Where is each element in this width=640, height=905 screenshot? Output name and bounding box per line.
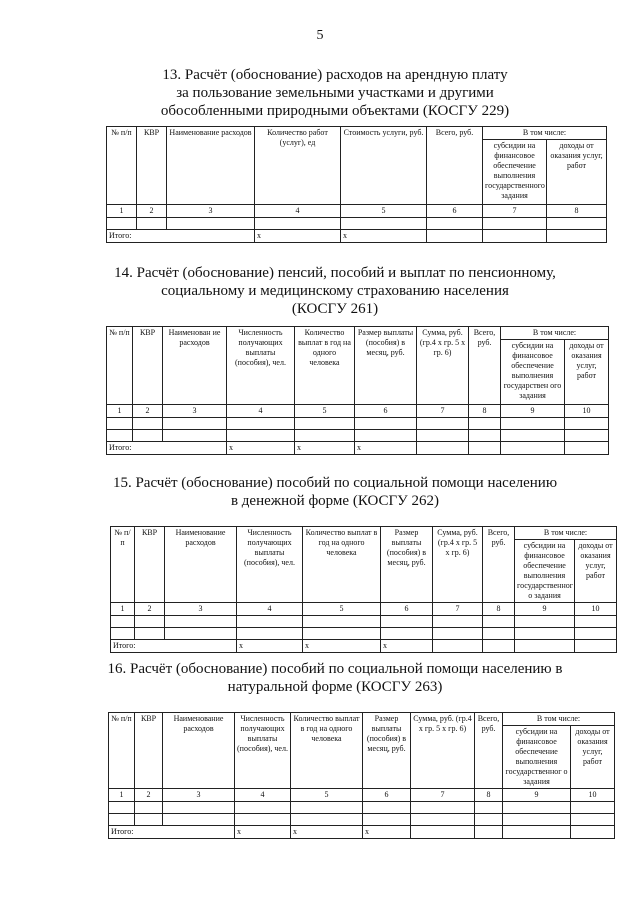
table-cell xyxy=(475,814,503,826)
col-number: 3 xyxy=(163,789,235,802)
header-count: Численность получающих выплаты (пособия), чел. xyxy=(235,713,291,789)
title-line: 16. Расчёт (обоснование) пособий по социальной помощи населению в xyxy=(107,661,563,677)
table-cell xyxy=(137,218,167,230)
table-cell xyxy=(295,430,355,442)
header-total: Всего, руб. xyxy=(483,527,515,603)
x-mark: x xyxy=(341,230,427,243)
table-cell xyxy=(381,616,433,628)
header-per-year: Количество выплат в год на одного человека xyxy=(303,527,381,603)
header-incl: В том числе: xyxy=(501,327,609,340)
col-number: 7 xyxy=(433,603,483,616)
table-cell xyxy=(411,826,475,839)
table-cell xyxy=(417,430,469,442)
table-cell xyxy=(503,814,571,826)
table-cell xyxy=(469,442,501,455)
x-mark: x xyxy=(237,640,303,653)
x-mark: x xyxy=(303,640,381,653)
col-number: 9 xyxy=(515,603,575,616)
table-cell xyxy=(107,418,133,430)
col-number: 2 xyxy=(137,205,167,218)
table-cell xyxy=(427,230,483,243)
table-cell xyxy=(433,640,483,653)
col-number: 4 xyxy=(237,603,303,616)
header-income: доходы от оказания услуг, работ xyxy=(565,340,609,405)
table-cell xyxy=(503,826,571,839)
col-number: 6 xyxy=(363,789,411,802)
table-cell xyxy=(483,628,515,640)
header-incl: В том числе: xyxy=(503,713,615,726)
col-number: 6 xyxy=(355,405,417,418)
col-number: 10 xyxy=(571,789,615,802)
col-number: 9 xyxy=(501,405,565,418)
header-name: Наименование расходов xyxy=(167,127,255,205)
table-cell xyxy=(235,802,291,814)
header-incl: В том числе: xyxy=(515,527,617,540)
table-cell xyxy=(575,640,617,653)
col-number: 1 xyxy=(111,603,135,616)
table-cell xyxy=(237,616,303,628)
table-cell xyxy=(135,616,165,628)
table-cell xyxy=(501,430,565,442)
col-number: 5 xyxy=(295,405,355,418)
header-sum: Сумма, руб. (гр.4 x гр. 5 x гр. 6) xyxy=(433,527,483,603)
col-number: 8 xyxy=(547,205,607,218)
table-cell xyxy=(163,430,227,442)
col-number: 8 xyxy=(469,405,501,418)
table-cell xyxy=(571,826,615,839)
table-cell xyxy=(469,418,501,430)
header-count: Численность получающих выплаты (пособия), чел. xyxy=(227,327,295,405)
header-subsidy: субсидии на финансовое обеспечение выполнения государственного задания xyxy=(483,140,547,205)
header-amount: Размер выплаты (пособия) в месяц, руб. xyxy=(381,527,433,603)
table-cell xyxy=(417,442,469,455)
col-number: 6 xyxy=(427,205,483,218)
col-number: 7 xyxy=(411,789,475,802)
col-number: 3 xyxy=(165,603,237,616)
header-income: доходы от оказания услуг, работ xyxy=(547,140,607,205)
col-number: 7 xyxy=(417,405,469,418)
col-number: 3 xyxy=(163,405,227,418)
total-label: Итого: xyxy=(111,640,237,653)
total-label: Итого: xyxy=(109,826,235,839)
header-incl: В том числе: xyxy=(483,127,607,140)
table-cell xyxy=(501,442,565,455)
table-cell xyxy=(515,616,575,628)
table-cell xyxy=(135,628,165,640)
header-per-year: Количество выплат в год на одного человека xyxy=(291,713,363,789)
table-cell xyxy=(565,442,609,455)
table-cell xyxy=(411,814,475,826)
table-cell xyxy=(227,430,295,442)
table-cell xyxy=(295,418,355,430)
header-cost: Стоимость услуги, руб. xyxy=(341,127,427,205)
table-cell xyxy=(515,640,575,653)
table-cell xyxy=(107,430,133,442)
page-number: 5 xyxy=(316,28,324,43)
table-cell xyxy=(475,826,503,839)
table-cell xyxy=(255,218,341,230)
title-line: 13. Расчёт (обоснование) расходов на арендную плату xyxy=(162,67,508,83)
header-num: № п/п xyxy=(109,713,135,789)
table-cell xyxy=(167,218,255,230)
x-mark: x xyxy=(363,826,411,839)
x-mark: x xyxy=(227,442,295,455)
table-cell xyxy=(237,628,303,640)
table-cell xyxy=(111,628,135,640)
table-cell xyxy=(109,802,135,814)
x-mark: x xyxy=(235,826,291,839)
header-total: Всего, руб. xyxy=(469,327,501,405)
section-16-table xyxy=(108,712,615,839)
table-cell xyxy=(291,802,363,814)
section-14-title xyxy=(100,264,570,318)
table-cell xyxy=(163,814,235,826)
table-cell xyxy=(133,418,163,430)
table-cell xyxy=(303,616,381,628)
table-cell xyxy=(363,802,411,814)
col-number: 3 xyxy=(167,205,255,218)
total-label: Итого: xyxy=(107,230,255,243)
col-number: 5 xyxy=(291,789,363,802)
table-cell xyxy=(575,628,617,640)
table-cell xyxy=(417,418,469,430)
table-cell xyxy=(427,218,483,230)
title-line: обособленными природными объектами (КОСГУ 229) xyxy=(160,103,510,119)
table-cell xyxy=(381,628,433,640)
header-subsidy: субсидии на финансовое обеспечение выполнения государственног о задания xyxy=(515,540,575,603)
x-mark: x xyxy=(255,230,341,243)
col-number: 5 xyxy=(341,205,427,218)
table-cell xyxy=(107,218,137,230)
table-cell xyxy=(433,616,483,628)
table-cell xyxy=(135,814,163,826)
header-subsidy: субсидии на финансовое обеспечение выполнения государственног о задания xyxy=(503,726,571,789)
col-number: 7 xyxy=(483,205,547,218)
col-number: 2 xyxy=(135,789,163,802)
x-mark: x xyxy=(295,442,355,455)
header-kvr: КВР xyxy=(135,527,165,603)
table-cell xyxy=(565,418,609,430)
table-cell xyxy=(341,218,427,230)
title-line: в денежной форме (КОСГУ 262) xyxy=(230,493,440,509)
table-cell xyxy=(475,802,503,814)
table-cell xyxy=(235,814,291,826)
col-number: 4 xyxy=(227,405,295,418)
header-subsidy: субсидии на финансовое обеспечение выполнения государствен ого задания xyxy=(501,340,565,405)
table-cell xyxy=(163,802,235,814)
col-number: 10 xyxy=(565,405,609,418)
col-number: 2 xyxy=(135,603,165,616)
header-sum: Сумма, руб. (гр.4 x гр. 5 x гр. 6) xyxy=(411,713,475,789)
table-cell xyxy=(503,802,571,814)
header-name: Наименование расходов xyxy=(165,527,237,603)
title-line: 15. Расчёт (обоснование) пособий по социальной помощи населению xyxy=(112,475,558,491)
table-cell xyxy=(433,628,483,640)
header-num: № п/п xyxy=(107,327,133,405)
header-income: доходы от оказания услуг, работ xyxy=(575,540,617,603)
col-number: 1 xyxy=(109,789,135,802)
section-13-title xyxy=(100,66,570,120)
table-cell xyxy=(571,802,615,814)
table-cell xyxy=(483,616,515,628)
header-amount: Размер выплаты (пособия) в месяц, руб. xyxy=(355,327,417,405)
table-cell xyxy=(547,230,607,243)
col-number: 10 xyxy=(575,603,617,616)
section-15-table xyxy=(110,526,617,653)
x-mark: x xyxy=(291,826,363,839)
table-cell xyxy=(483,218,547,230)
col-number: 1 xyxy=(107,405,133,418)
col-number: 8 xyxy=(475,789,503,802)
table-cell xyxy=(133,430,163,442)
table-cell xyxy=(165,628,237,640)
x-mark: x xyxy=(355,442,417,455)
table-cell xyxy=(411,802,475,814)
header-sum: Сумма, руб. (гр.4 x гр. 5 x гр. 6) xyxy=(417,327,469,405)
header-qty: Количество работ (услуг), ед xyxy=(255,127,341,205)
header-per-year: Количество выплат в год на одного человека xyxy=(295,327,355,405)
section-15-title xyxy=(100,474,570,510)
section-14-table xyxy=(106,326,609,455)
header-num: № п/п xyxy=(107,127,137,205)
header-name: Наименование расходов xyxy=(163,713,235,789)
table-cell xyxy=(111,616,135,628)
col-number: 2 xyxy=(133,405,163,418)
table-cell xyxy=(303,628,381,640)
col-number: 1 xyxy=(107,205,137,218)
table-cell xyxy=(135,802,163,814)
col-number: 6 xyxy=(381,603,433,616)
header-total: Всего, руб. xyxy=(427,127,483,205)
title-line: 14. Расчёт (обоснование) пенсий, пособий и выплат по пенсионному, xyxy=(114,265,556,281)
table-cell xyxy=(363,814,411,826)
header-kvr: КВР xyxy=(133,327,163,405)
table-cell xyxy=(163,418,227,430)
col-number: 4 xyxy=(235,789,291,802)
header-name: Наименован ие расходов xyxy=(163,327,227,405)
table-cell xyxy=(355,430,417,442)
table-cell xyxy=(355,418,417,430)
table-cell xyxy=(575,616,617,628)
header-total: Всего, руб. xyxy=(475,713,503,789)
col-number: 5 xyxy=(303,603,381,616)
table-cell xyxy=(109,814,135,826)
table-cell xyxy=(501,418,565,430)
table-cell xyxy=(483,230,547,243)
col-number: 4 xyxy=(255,205,341,218)
title-line: (КОСГУ 261) xyxy=(291,301,379,317)
header-income: доходы от оказания услуг, работ xyxy=(571,726,615,789)
x-mark: x xyxy=(381,640,433,653)
table-cell xyxy=(469,430,501,442)
total-label: Итого: xyxy=(107,442,227,455)
section-13-table xyxy=(106,126,607,243)
table-cell xyxy=(483,640,515,653)
table-cell xyxy=(165,616,237,628)
table-cell xyxy=(547,218,607,230)
table-cell xyxy=(571,814,615,826)
header-amount: Размер выплаты (пособия) в месяц, руб. xyxy=(363,713,411,789)
header-num: № п/п xyxy=(111,527,135,603)
title-line: социальному и медицинскому страхованию населения xyxy=(161,283,509,299)
title-line: за пользование земельными участками и другими xyxy=(176,85,494,101)
col-number: 8 xyxy=(483,603,515,616)
table-cell xyxy=(565,430,609,442)
table-cell xyxy=(227,418,295,430)
header-kvr: КВР xyxy=(137,127,167,205)
section-16-title xyxy=(100,660,570,696)
table-cell xyxy=(515,628,575,640)
header-count: Численность получающих выплаты (пособия), чел. xyxy=(237,527,303,603)
table-cell xyxy=(291,814,363,826)
header-kvr: КВР xyxy=(135,713,163,789)
title-line: натуральной форме (КОСГУ 263) xyxy=(227,679,443,695)
col-number: 9 xyxy=(503,789,571,802)
